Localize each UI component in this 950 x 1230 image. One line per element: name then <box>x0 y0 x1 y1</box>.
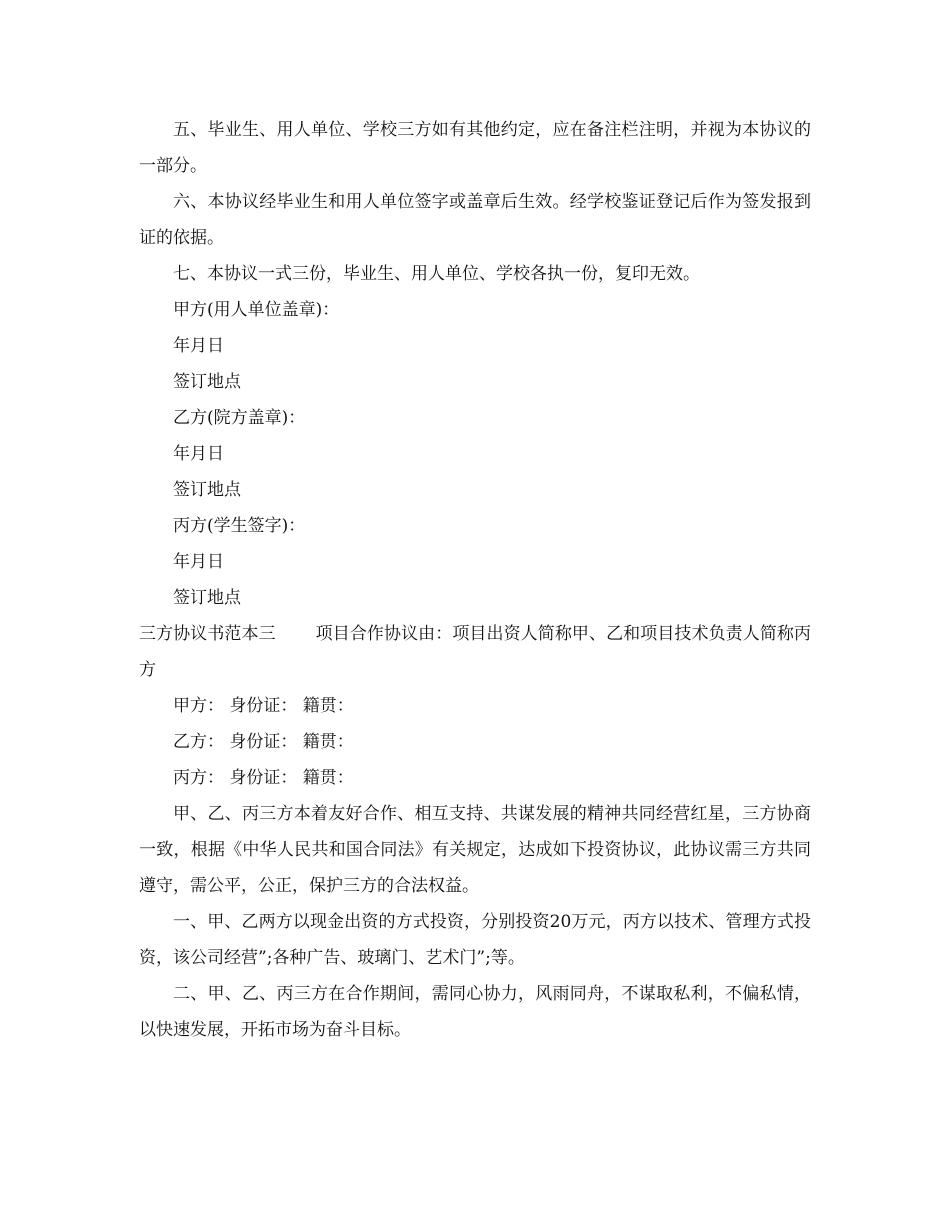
party-b-date-line: 年月日 <box>173 444 224 464</box>
party-c-date-line: 年月日 <box>173 552 224 572</box>
clause-seven: 七、本协议一式三份，毕业生、用人单位、学校各执一份，复印无效。 <box>173 264 700 284</box>
party-a-place-line: 签订地点 <box>173 372 241 392</box>
party-c-identity-line: 丙方： 身份证： 籍贯： <box>173 768 354 788</box>
section-three-intro: 项目合作协议由：项目出资人简称甲、乙和项目技术负责人简称丙方 <box>139 624 812 680</box>
party-c-signature-line: 丙方(学生签字)： <box>173 516 306 536</box>
party-a-date-line: 年月日 <box>173 336 224 356</box>
party-a-identity-line: 甲方： 身份证： 籍贯： <box>173 696 354 716</box>
agreement-preamble: 甲、乙、丙三方本着友好合作、相互支持、共谋发展的精神共同经营红星，三方协商一致，根据《中华人民共和国合同法》有关规定，达成如下投资协议，此协议需三方共同遵守，需公平，公正，保护三方的合法权益。 <box>139 804 811 896</box>
section-three-title: 三方协议书范本三 <box>139 624 276 644</box>
party-c-place-line: 签订地点 <box>173 588 241 608</box>
party-b-signature-line: 乙方(院方盖章)： <box>173 408 306 428</box>
clause-six: 六、本协议经毕业生和用人单位签字或盖章后生效。经学校鉴证登记后作为签发报到证的依据。 <box>139 192 811 248</box>
party-a-signature-line: 甲方(用人单位盖章)： <box>173 300 340 320</box>
section-three-heading <box>139 616 811 688</box>
party-b-identity-line: 乙方： 身份证： 籍贯： <box>173 732 354 752</box>
agreement-clause-two: 二、甲、乙、丙三方在合作期间，需同心协力，风雨同舟，不谋取私利，不偏私情，以快速发展，开拓市场为奋斗目标。 <box>139 984 811 1040</box>
document-page <box>139 112 811 1048</box>
clause-five: 五、毕业生、用人单位、学校三方如有其他约定，应在备注栏注明，并视为本协议的一部分。 <box>139 120 811 176</box>
party-b-place-line: 签订地点 <box>173 480 241 500</box>
agreement-clause-one: 一、甲、乙两方以现金出资的方式投资，分别投资20万元，丙方以技术、管理方式投资，该公司经营”;各种广告、玻璃门、艺术门”;等。 <box>139 912 811 968</box>
